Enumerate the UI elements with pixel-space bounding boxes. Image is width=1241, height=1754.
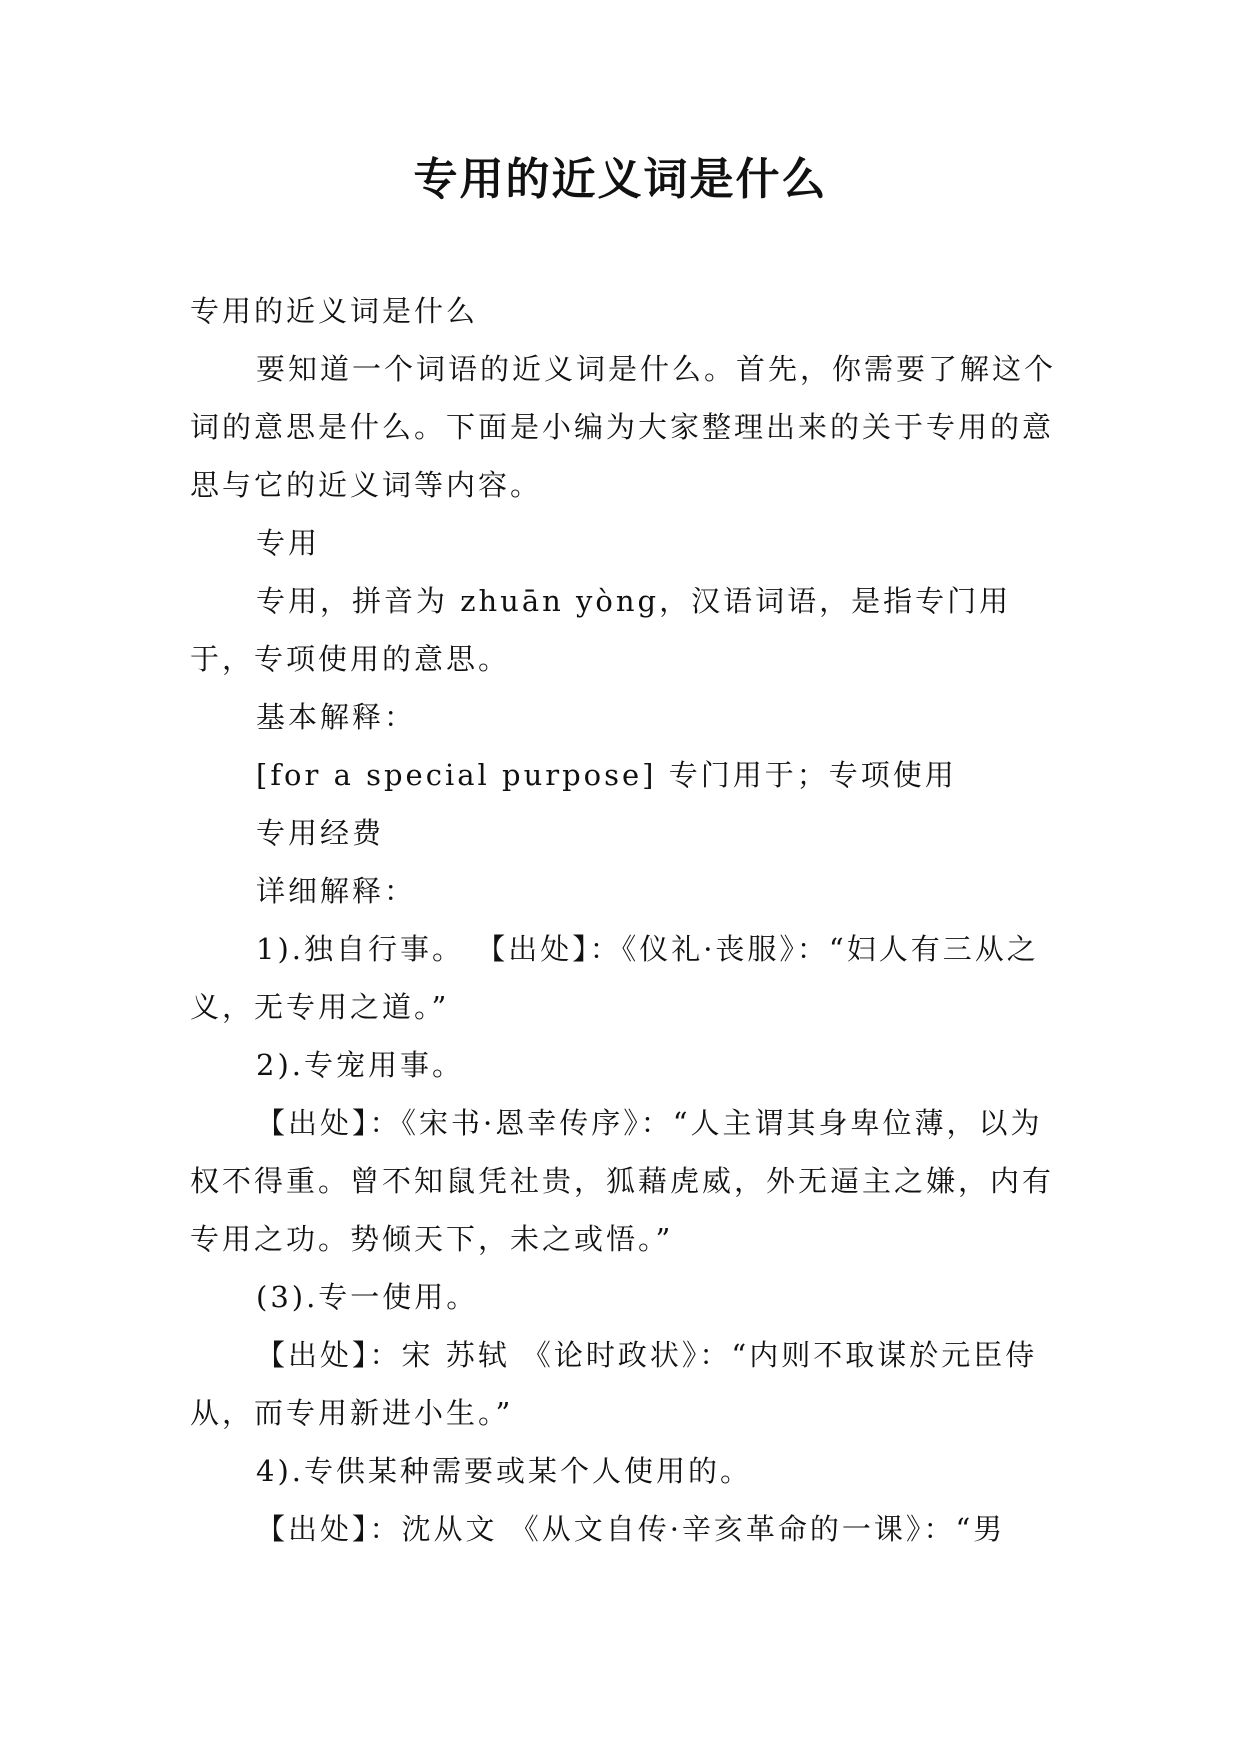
paragraph-13: 【出处】：宋 苏轼 《论时政状》：“内则不取谋於元臣侍从，而专用新进小生。”	[190, 1338, 1038, 1430]
paragraph-1: 专用的近义词是什么	[190, 294, 479, 328]
paragraph-5: 基本解释：	[256, 700, 417, 734]
paragraph-12: (3).专一使用。	[256, 1280, 479, 1314]
document-title: 专用的近义词是什么	[413, 154, 828, 205]
paragraph-4: 专用，拼音为 zhuān yòng，汉语词语，是指专门用于，专项使用的意思。	[190, 584, 1012, 676]
paragraph-15: 【出处】：沈从文 《从文自传·辛亥革命的一课》：“男	[256, 1512, 1006, 1546]
document-body	[190, 282, 1060, 1558]
paragraph-14: 4).专供某种需要或某个人使用的。	[256, 1454, 752, 1488]
paragraph-2: 要知道一个词语的近义词是什么。首先，你需要了解这个词的意思是什么。下面是小编为大家整理出来的关于专用的意思与它的近义词等内容。	[190, 352, 1057, 502]
paragraph-8: 详细解释：	[256, 874, 417, 908]
paragraph-10: 2).专宠用事。	[256, 1048, 464, 1082]
paragraph-9: 1).独自行事。 【出处】：《仪礼·丧服》：“妇人有三从之义，无专用之道。”	[190, 932, 1039, 1024]
paragraph-7: 专用经费	[256, 816, 385, 850]
paragraph-6: [for a special purpose] 专门用于；专项使用	[256, 758, 957, 792]
paragraph-3: 专用	[256, 526, 321, 560]
paragraph-11: 【出处】：《宋书·恩幸传序》：“人主谓其身卑位薄，以为权不得重。曾不知鼠凭社贵，狐藉虎威，外无逼主之嫌，内有专用之功。势倾天下，未之或悟。”	[190, 1106, 1055, 1256]
